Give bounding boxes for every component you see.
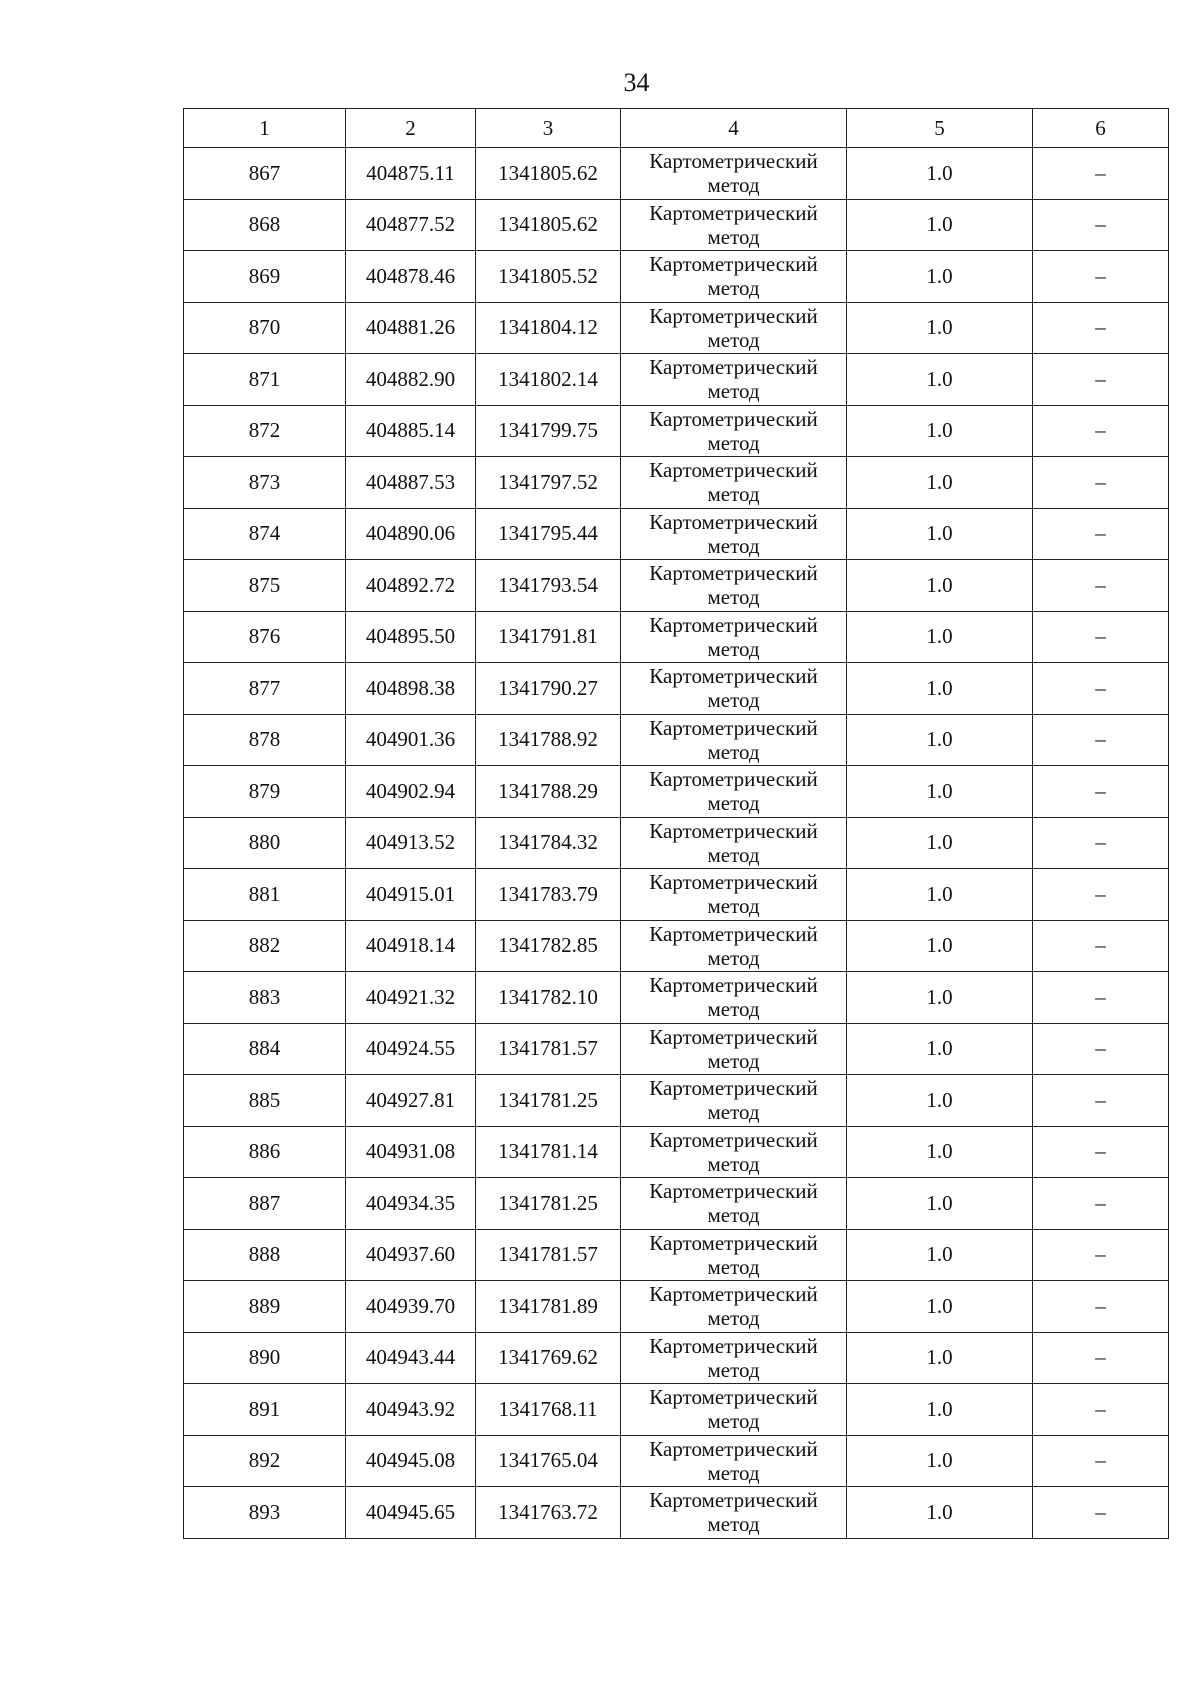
y-coordinate-cell: 1341781.14 — [476, 1126, 621, 1178]
table-header-row — [184, 109, 1169, 148]
note-cell: – — [1033, 199, 1169, 251]
table-row — [184, 1281, 1169, 1333]
y-coordinate-cell: 1341763.72 — [476, 1487, 621, 1539]
accuracy-cell: 1.0 — [847, 560, 1033, 612]
method-cell: Картометрический метод — [621, 560, 847, 612]
point-number-cell: 890 — [184, 1332, 346, 1384]
accuracy-cell: 1.0 — [847, 354, 1033, 406]
note-cell: – — [1033, 148, 1169, 200]
column-header: 4 — [621, 109, 847, 148]
note-cell: – — [1033, 1281, 1169, 1333]
method-cell: Картометрический метод — [621, 1023, 847, 1075]
table-row — [184, 405, 1169, 457]
coordinates-table — [183, 108, 1169, 1539]
point-number-cell: 870 — [184, 302, 346, 354]
accuracy-cell: 1.0 — [847, 1023, 1033, 1075]
y-coordinate-cell: 1341793.54 — [476, 560, 621, 612]
x-coordinate-cell: 404881.26 — [346, 302, 476, 354]
column-header: 3 — [476, 109, 621, 148]
accuracy-cell: 1.0 — [847, 199, 1033, 251]
method-cell: Картометрический метод — [621, 1281, 847, 1333]
table-row — [184, 354, 1169, 406]
x-coordinate-cell: 404898.38 — [346, 663, 476, 715]
note-cell: – — [1033, 1487, 1169, 1539]
note-cell: – — [1033, 1023, 1169, 1075]
method-cell: Картометрический метод — [621, 1075, 847, 1127]
point-number-cell: 882 — [184, 920, 346, 972]
note-cell: – — [1033, 611, 1169, 663]
accuracy-cell: 1.0 — [847, 1281, 1033, 1333]
table-row — [184, 1435, 1169, 1487]
x-coordinate-cell: 404931.08 — [346, 1126, 476, 1178]
method-cell: Картометрический метод — [621, 148, 847, 200]
note-cell: – — [1033, 1384, 1169, 1436]
x-coordinate-cell: 404939.70 — [346, 1281, 476, 1333]
x-coordinate-cell: 404885.14 — [346, 405, 476, 457]
note-cell: – — [1033, 920, 1169, 972]
table-row — [184, 251, 1169, 303]
accuracy-cell: 1.0 — [847, 148, 1033, 200]
method-cell: Картометрический метод — [621, 1487, 847, 1539]
table-row — [184, 508, 1169, 560]
method-cell: Картометрический метод — [621, 972, 847, 1024]
y-coordinate-cell: 1341784.32 — [476, 817, 621, 869]
x-coordinate-cell: 404895.50 — [346, 611, 476, 663]
column-header: 6 — [1033, 109, 1169, 148]
accuracy-cell: 1.0 — [847, 972, 1033, 1024]
note-cell: – — [1033, 972, 1169, 1024]
table-row — [184, 1126, 1169, 1178]
method-cell: Картометрический метод — [621, 251, 847, 303]
point-number-cell: 878 — [184, 714, 346, 766]
note-cell: – — [1033, 457, 1169, 509]
point-number-cell: 892 — [184, 1435, 346, 1487]
y-coordinate-cell: 1341782.85 — [476, 920, 621, 972]
point-number-cell: 872 — [184, 405, 346, 457]
y-coordinate-cell: 1341768.11 — [476, 1384, 621, 1436]
table-row — [184, 1384, 1169, 1436]
point-number-cell: 873 — [184, 457, 346, 509]
table-row — [184, 920, 1169, 972]
y-coordinate-cell: 1341805.62 — [476, 148, 621, 200]
accuracy-cell: 1.0 — [847, 1075, 1033, 1127]
note-cell: – — [1033, 817, 1169, 869]
x-coordinate-cell: 404945.08 — [346, 1435, 476, 1487]
x-coordinate-cell: 404892.72 — [346, 560, 476, 612]
table-row — [184, 972, 1169, 1024]
note-cell: – — [1033, 1229, 1169, 1281]
note-cell: – — [1033, 302, 1169, 354]
accuracy-cell: 1.0 — [847, 302, 1033, 354]
table-row — [184, 560, 1169, 612]
point-number-cell: 876 — [184, 611, 346, 663]
x-coordinate-cell: 404921.32 — [346, 972, 476, 1024]
y-coordinate-cell: 1341782.10 — [476, 972, 621, 1024]
x-coordinate-cell: 404878.46 — [346, 251, 476, 303]
point-number-cell: 869 — [184, 251, 346, 303]
x-coordinate-cell: 404934.35 — [346, 1178, 476, 1230]
y-coordinate-cell: 1341805.62 — [476, 199, 621, 251]
table-row — [184, 1487, 1169, 1539]
method-cell: Картометрический метод — [621, 1229, 847, 1281]
point-number-cell: 886 — [184, 1126, 346, 1178]
method-cell: Картометрический метод — [621, 302, 847, 354]
method-cell: Картометрический метод — [621, 1178, 847, 1230]
point-number-cell: 867 — [184, 148, 346, 200]
table-row — [184, 663, 1169, 715]
table-row — [184, 869, 1169, 921]
y-coordinate-cell: 1341791.81 — [476, 611, 621, 663]
note-cell: – — [1033, 560, 1169, 612]
accuracy-cell: 1.0 — [847, 1332, 1033, 1384]
accuracy-cell: 1.0 — [847, 1126, 1033, 1178]
method-cell: Картометрический метод — [621, 817, 847, 869]
accuracy-cell: 1.0 — [847, 714, 1033, 766]
accuracy-cell: 1.0 — [847, 508, 1033, 560]
point-number-cell: 893 — [184, 1487, 346, 1539]
y-coordinate-cell: 1341781.25 — [476, 1178, 621, 1230]
method-cell: Картометрический метод — [621, 920, 847, 972]
y-coordinate-cell: 1341781.25 — [476, 1075, 621, 1127]
y-coordinate-cell: 1341788.92 — [476, 714, 621, 766]
method-cell: Картометрический метод — [621, 1332, 847, 1384]
table-row — [184, 817, 1169, 869]
accuracy-cell: 1.0 — [847, 457, 1033, 509]
point-number-cell: 879 — [184, 766, 346, 818]
y-coordinate-cell: 1341781.89 — [476, 1281, 621, 1333]
method-cell: Картометрический метод — [621, 1384, 847, 1436]
point-number-cell: 889 — [184, 1281, 346, 1333]
method-cell: Картометрический метод — [621, 1435, 847, 1487]
note-cell: – — [1033, 1126, 1169, 1178]
point-number-cell: 884 — [184, 1023, 346, 1075]
point-number-cell: 875 — [184, 560, 346, 612]
accuracy-cell: 1.0 — [847, 1487, 1033, 1539]
x-coordinate-cell: 404887.53 — [346, 457, 476, 509]
point-number-cell: 885 — [184, 1075, 346, 1127]
note-cell: – — [1033, 508, 1169, 560]
point-number-cell: 871 — [184, 354, 346, 406]
point-number-cell: 868 — [184, 199, 346, 251]
note-cell: – — [1033, 869, 1169, 921]
table-row — [184, 302, 1169, 354]
x-coordinate-cell: 404943.92 — [346, 1384, 476, 1436]
accuracy-cell: 1.0 — [847, 920, 1033, 972]
method-cell: Картометрический метод — [621, 457, 847, 509]
y-coordinate-cell: 1341769.62 — [476, 1332, 621, 1384]
x-coordinate-cell: 404927.81 — [346, 1075, 476, 1127]
point-number-cell: 887 — [184, 1178, 346, 1230]
method-cell: Картометрический метод — [621, 714, 847, 766]
accuracy-cell: 1.0 — [847, 766, 1033, 818]
table-row — [184, 1178, 1169, 1230]
point-number-cell: 883 — [184, 972, 346, 1024]
table-row — [184, 199, 1169, 251]
table-row — [184, 714, 1169, 766]
point-number-cell: 891 — [184, 1384, 346, 1436]
table-body — [184, 148, 1169, 1539]
note-cell: – — [1033, 354, 1169, 406]
table-row — [184, 766, 1169, 818]
method-cell: Картометрический метод — [621, 354, 847, 406]
y-coordinate-cell: 1341781.57 — [476, 1229, 621, 1281]
table-row — [184, 611, 1169, 663]
point-number-cell: 888 — [184, 1229, 346, 1281]
accuracy-cell: 1.0 — [847, 663, 1033, 715]
method-cell: Картометрический метод — [621, 611, 847, 663]
y-coordinate-cell: 1341799.75 — [476, 405, 621, 457]
page-number: 34 — [623, 68, 650, 97]
y-coordinate-cell: 1341765.04 — [476, 1435, 621, 1487]
note-cell: – — [1033, 766, 1169, 818]
method-cell: Картометрический метод — [621, 1126, 847, 1178]
x-coordinate-cell: 404937.60 — [346, 1229, 476, 1281]
column-header: 2 — [346, 109, 476, 148]
x-coordinate-cell: 404924.55 — [346, 1023, 476, 1075]
point-number-cell: 874 — [184, 508, 346, 560]
y-coordinate-cell: 1341797.52 — [476, 457, 621, 509]
method-cell: Картометрический метод — [621, 508, 847, 560]
y-coordinate-cell: 1341783.79 — [476, 869, 621, 921]
note-cell: – — [1033, 405, 1169, 457]
x-coordinate-cell: 404945.65 — [346, 1487, 476, 1539]
accuracy-cell: 1.0 — [847, 1178, 1033, 1230]
column-header: 5 — [847, 109, 1033, 148]
note-cell: – — [1033, 714, 1169, 766]
note-cell: – — [1033, 1332, 1169, 1384]
accuracy-cell: 1.0 — [847, 611, 1033, 663]
accuracy-cell: 1.0 — [847, 1435, 1033, 1487]
method-cell: Картометрический метод — [621, 869, 847, 921]
x-coordinate-cell: 404875.11 — [346, 148, 476, 200]
y-coordinate-cell: 1341805.52 — [476, 251, 621, 303]
accuracy-cell: 1.0 — [847, 817, 1033, 869]
point-number-cell: 881 — [184, 869, 346, 921]
table-row — [184, 1332, 1169, 1384]
method-cell: Картометрический метод — [621, 405, 847, 457]
accuracy-cell: 1.0 — [847, 1384, 1033, 1436]
y-coordinate-cell: 1341795.44 — [476, 508, 621, 560]
note-cell: – — [1033, 663, 1169, 715]
column-header: 1 — [184, 109, 346, 148]
y-coordinate-cell: 1341788.29 — [476, 766, 621, 818]
x-coordinate-cell: 404877.52 — [346, 199, 476, 251]
accuracy-cell: 1.0 — [847, 251, 1033, 303]
note-cell: – — [1033, 1178, 1169, 1230]
method-cell: Картометрический метод — [621, 199, 847, 251]
x-coordinate-cell: 404890.06 — [346, 508, 476, 560]
x-coordinate-cell: 404943.44 — [346, 1332, 476, 1384]
table-row — [184, 1229, 1169, 1281]
table-row — [184, 457, 1169, 509]
y-coordinate-cell: 1341781.57 — [476, 1023, 621, 1075]
point-number-cell: 880 — [184, 817, 346, 869]
y-coordinate-cell: 1341802.14 — [476, 354, 621, 406]
x-coordinate-cell: 404882.90 — [346, 354, 476, 406]
x-coordinate-cell: 404901.36 — [346, 714, 476, 766]
table-row — [184, 148, 1169, 200]
x-coordinate-cell: 404918.14 — [346, 920, 476, 972]
y-coordinate-cell: 1341804.12 — [476, 302, 621, 354]
point-number-cell: 877 — [184, 663, 346, 715]
accuracy-cell: 1.0 — [847, 1229, 1033, 1281]
note-cell: – — [1033, 1075, 1169, 1127]
x-coordinate-cell: 404902.94 — [346, 766, 476, 818]
method-cell: Картометрический метод — [621, 663, 847, 715]
note-cell: – — [1033, 251, 1169, 303]
note-cell: – — [1033, 1435, 1169, 1487]
x-coordinate-cell: 404915.01 — [346, 869, 476, 921]
accuracy-cell: 1.0 — [847, 869, 1033, 921]
method-cell: Картометрический метод — [621, 766, 847, 818]
accuracy-cell: 1.0 — [847, 405, 1033, 457]
table-row — [184, 1023, 1169, 1075]
y-coordinate-cell: 1341790.27 — [476, 663, 621, 715]
table-row — [184, 1075, 1169, 1127]
x-coordinate-cell: 404913.52 — [346, 817, 476, 869]
